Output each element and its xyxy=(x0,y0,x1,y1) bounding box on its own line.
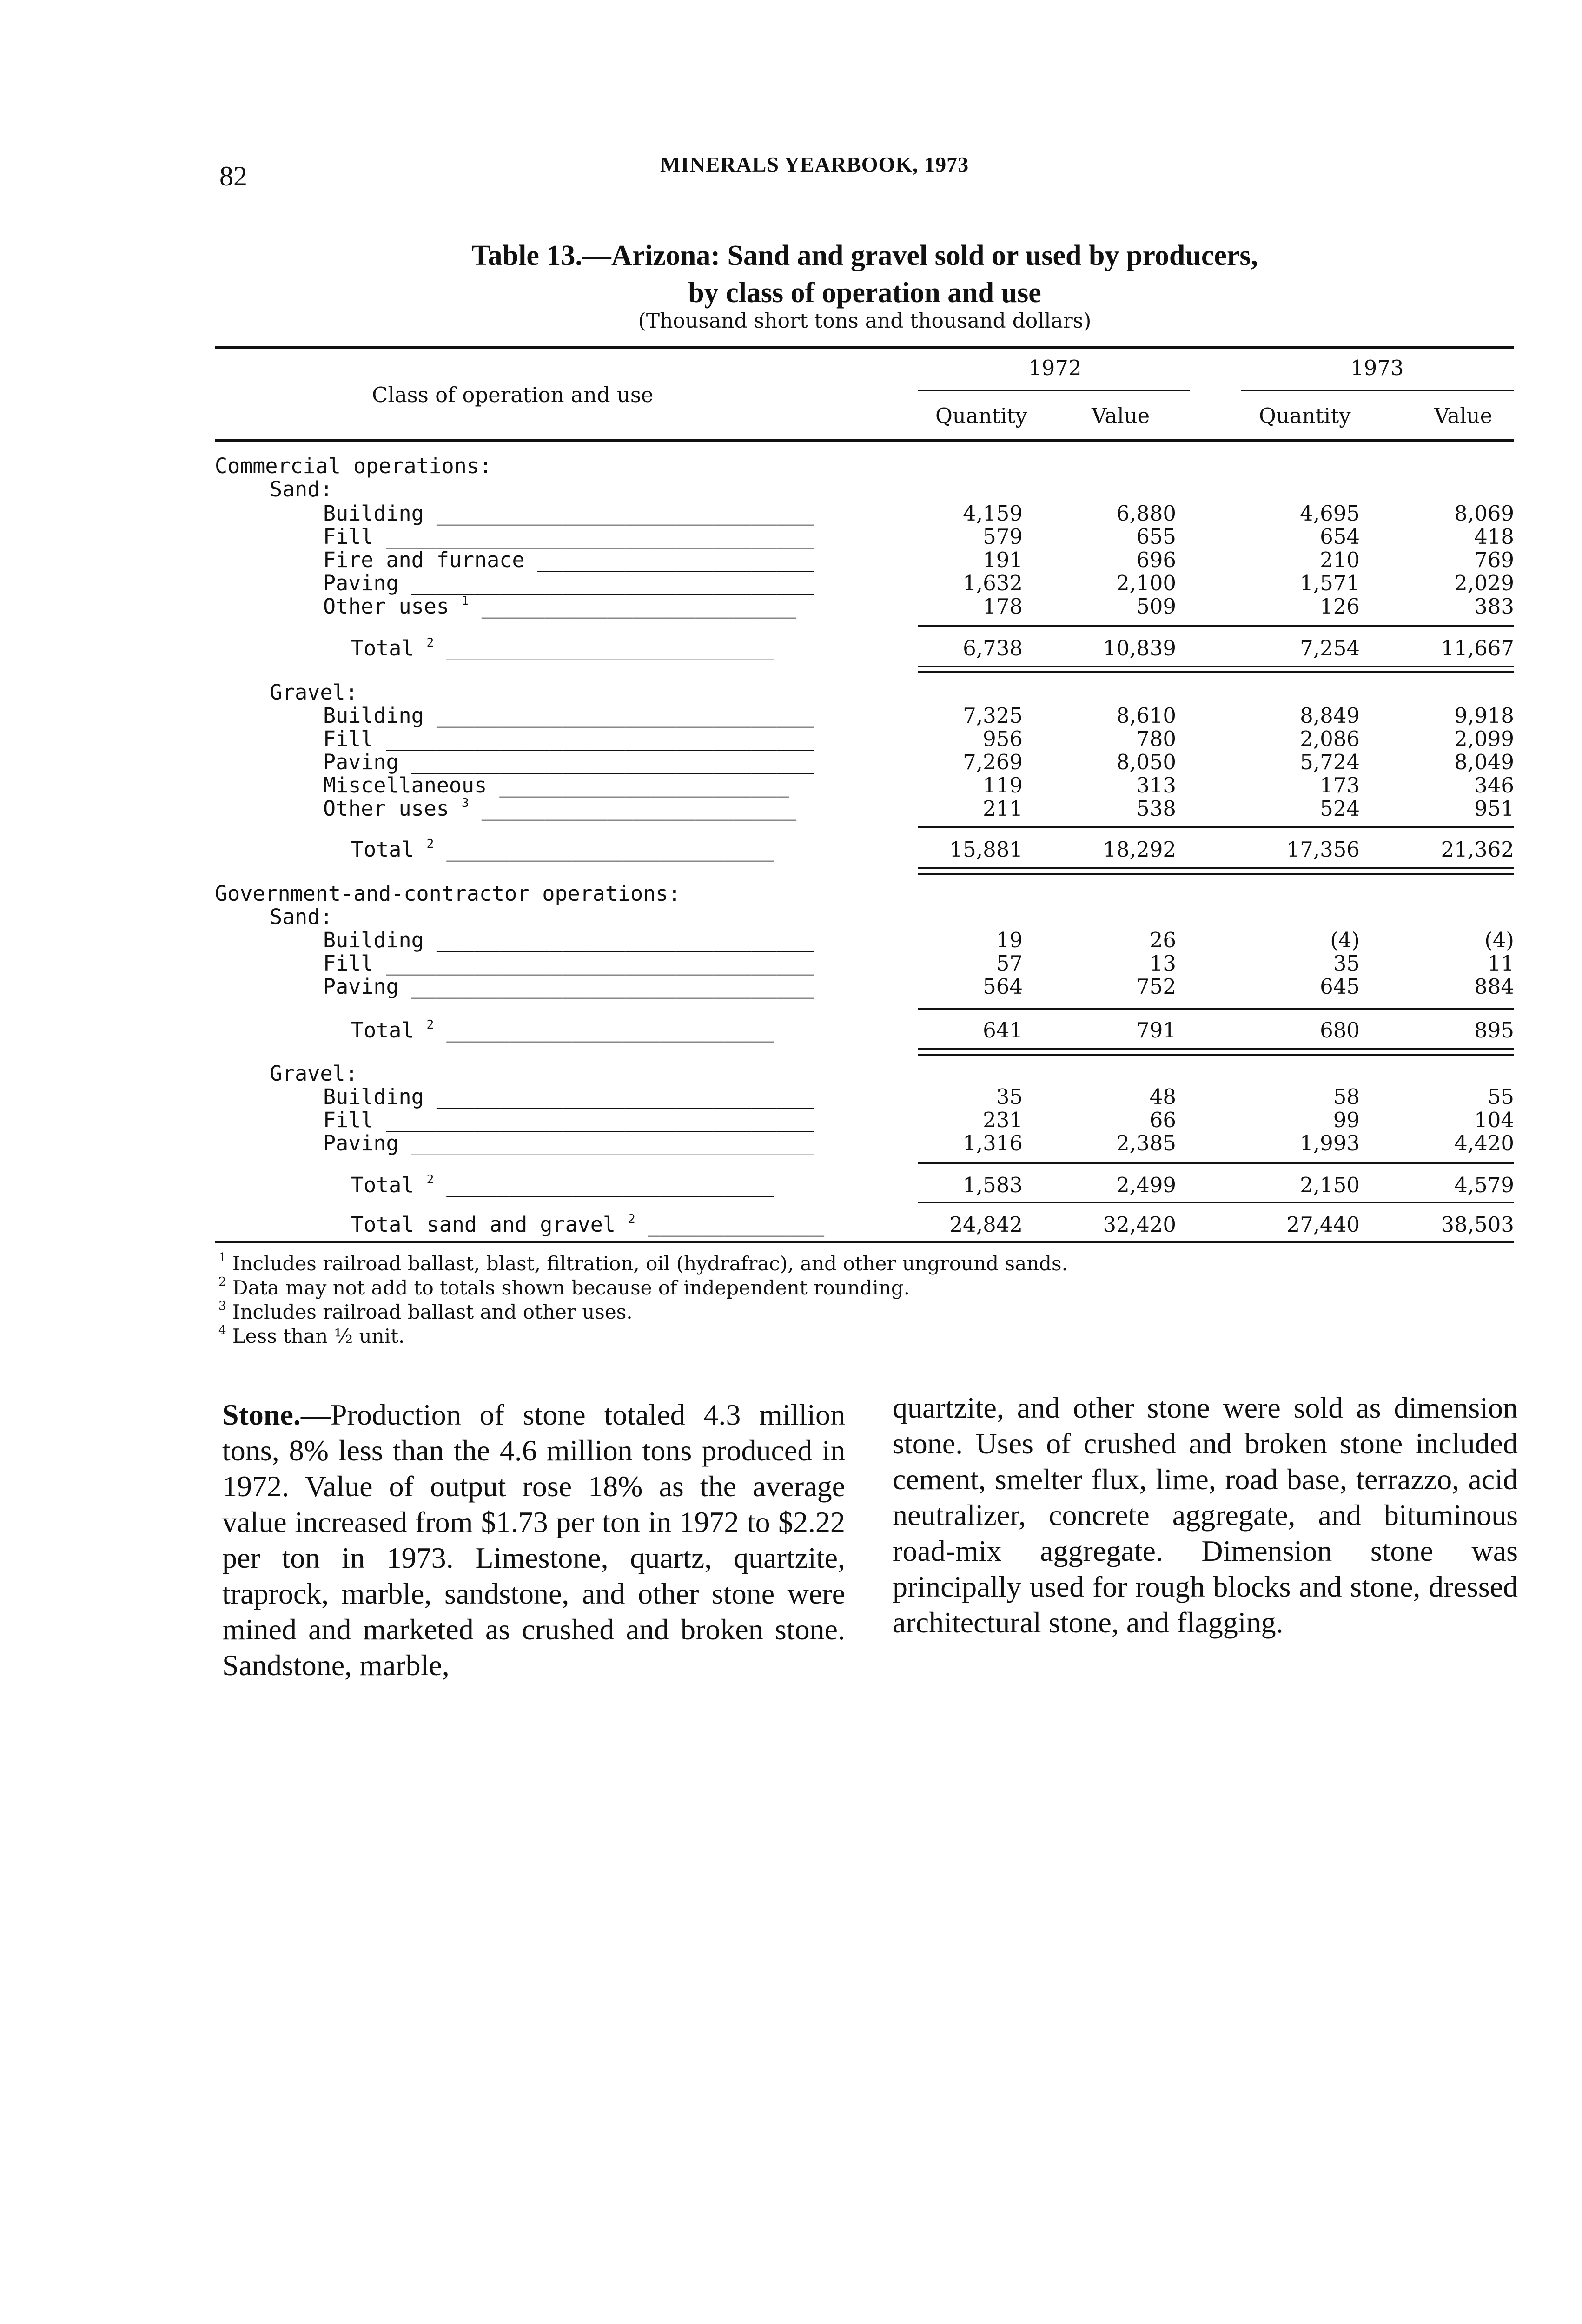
cell-g-sand-building-0: 19 xyxy=(996,928,1023,952)
cell-c-gravel-misc-0: 119 xyxy=(983,773,1023,798)
cell-c-sand-fire-3: 769 xyxy=(1474,548,1514,572)
table-subtitle: (Thousand short tons and thousand dollars) xyxy=(638,309,1092,333)
cell-g-sand-paving-1: 752 xyxy=(1136,974,1176,999)
cell-c-sand-fill-3: 418 xyxy=(1474,524,1514,549)
cell-g-gravel-total-3: 4,579 xyxy=(1454,1173,1514,1197)
cell-c-sand-building-3: 8,069 xyxy=(1454,501,1514,526)
cell-c-sand-paving-0: 1,632 xyxy=(963,571,1023,595)
cell-g-gravel-building-1: 48 xyxy=(1149,1084,1176,1109)
col-header-value-1972: Value xyxy=(1092,403,1150,428)
cell-g-sand-total-3: 895 xyxy=(1474,1018,1514,1043)
year-rule-1972 xyxy=(918,390,1190,391)
cell-c-gravel-other-0: 211 xyxy=(983,796,1023,821)
row-label-c-gravel-misc: Miscellaneous _______________________ xyxy=(323,773,789,798)
cell-g-sand-paving-0: 564 xyxy=(983,974,1023,999)
section-commercial: Commercial operations: xyxy=(215,454,492,478)
cell-c-sand-building-2: 4,695 xyxy=(1300,501,1360,526)
row-label-g-sand-paving: Paving ________________________________ xyxy=(323,974,814,999)
cell-c-sand-total-1: 10,839 xyxy=(1103,636,1176,660)
page-number: 82 xyxy=(219,161,247,191)
row-label-c-gravel-building: Building ______________________________ xyxy=(323,703,814,728)
cell-g-sand-paving-3: 884 xyxy=(1474,974,1514,999)
row-label-g-gravel-total: Total $^2$ __________________________ xyxy=(351,1173,774,1197)
cell-g-gravel-total-1: 2,499 xyxy=(1116,1173,1176,1197)
rule-g-sand-total-bottom-2 xyxy=(918,1054,1514,1056)
table-title-line2: by class of operation and use xyxy=(688,277,1041,309)
cell-c-sand-fire-0: 191 xyxy=(983,548,1023,572)
cell-c-gravel-misc-2: 173 xyxy=(1320,773,1360,798)
cell-g-gravel-fill-1: 66 xyxy=(1149,1108,1176,1132)
row-label-c-sand-fire: Fire and furnace ______________________ xyxy=(323,548,814,572)
row-label-g-gravel-paving: Paving ________________________________ xyxy=(323,1131,814,1155)
cell-c-gravel-building-2: 8,849 xyxy=(1300,703,1360,728)
section-commercial-gravel: Gravel: xyxy=(270,680,358,705)
footnote-1: $^1$ Includes railroad ballast, blast, filtration, oil (hydrafrac), and other unground sands. xyxy=(218,1251,1068,1275)
cell-c-gravel-paving-2: 5,724 xyxy=(1300,750,1360,774)
year-rule-1973 xyxy=(1241,390,1514,391)
cell-c-gravel-fill-3: 2,099 xyxy=(1454,726,1514,751)
row-label-g-sand-fill: Fill __________________________________ xyxy=(323,951,814,976)
cell-c-sand-fill-0: 579 xyxy=(983,524,1023,549)
footnote-2: $^2$ Data may not add to totals shown because of independent rounding. xyxy=(218,1275,910,1299)
row-label-c-sand-total: Total $^2$ __________________________ xyxy=(351,636,774,660)
running-head: MINERALS YEARBOOK, 1973 xyxy=(660,152,969,176)
cell-g-sand-fill-1: 13 xyxy=(1149,951,1176,976)
rule-g-sand-total-bottom-1 xyxy=(918,1048,1514,1050)
rule-c-gravel-total-bottom-2 xyxy=(918,873,1514,875)
cell-c-gravel-total-0: 15,881 xyxy=(949,837,1023,862)
cell-g-gravel-fill-2: 99 xyxy=(1333,1108,1360,1132)
cell-c-gravel-building-3: 9,918 xyxy=(1454,703,1514,728)
cell-c-sand-other-0: 178 xyxy=(983,594,1023,619)
cell-c-gravel-fill-2: 2,086 xyxy=(1300,726,1360,751)
cell-g-gravel-paving-1: 2,385 xyxy=(1116,1131,1176,1155)
row-label-c-gravel-paving: Paving ________________________________ xyxy=(323,750,814,774)
cell-c-gravel-misc-3: 346 xyxy=(1474,773,1514,798)
cell-c-gravel-paving-3: 8,049 xyxy=(1454,750,1514,774)
cell-c-sand-total-0: 6,738 xyxy=(963,636,1023,660)
body-left-column xyxy=(222,1397,845,1683)
cell-g-sand-building-1: 26 xyxy=(1149,928,1176,952)
cell-g-sand-fill-0: 57 xyxy=(996,951,1023,976)
cell-c-sand-other-1: 509 xyxy=(1136,594,1176,619)
table-title: Table 13.—Arizona: Sand and gravel sold or used by producers, xyxy=(471,240,1258,271)
row-label-c-sand-building: Building ______________________________ xyxy=(323,501,814,526)
cell-g-sand-building-3: (4) xyxy=(1484,928,1514,952)
cell-g-sand-total-0: 641 xyxy=(983,1018,1023,1043)
cell-g-gravel-total-0: 1,583 xyxy=(963,1173,1023,1197)
cell-grand-total-1: 32,420 xyxy=(1103,1212,1176,1237)
cell-c-gravel-total-3: 21,362 xyxy=(1441,837,1514,862)
row-label-g-sand-total: Total $^2$ __________________________ xyxy=(351,1018,774,1043)
cell-g-sand-fill-2: 35 xyxy=(1333,951,1360,976)
cell-g-gravel-total-2: 2,150 xyxy=(1300,1173,1360,1197)
section-government-gravel: Gravel: xyxy=(270,1061,358,1086)
cell-c-sand-building-1: 6,880 xyxy=(1116,501,1176,526)
rule-c-sand-total-bottom-2 xyxy=(918,671,1514,673)
row-label-g-gravel-building: Building ______________________________ xyxy=(323,1084,814,1109)
cell-g-gravel-paving-2: 1,993 xyxy=(1300,1131,1360,1155)
cell-c-gravel-building-0: 7,325 xyxy=(963,703,1023,728)
table-bottom-rule xyxy=(215,1241,1514,1243)
row-label-c-gravel-fill: Fill __________________________________ xyxy=(323,726,814,751)
cell-g-sand-total-1: 791 xyxy=(1136,1018,1176,1043)
cell-g-sand-total-2: 680 xyxy=(1320,1018,1360,1043)
cell-c-gravel-other-3: 951 xyxy=(1474,796,1514,821)
row-label-c-sand-fill: Fill __________________________________ xyxy=(323,524,814,549)
cell-c-gravel-other-1: 538 xyxy=(1136,796,1176,821)
section-government-sand: Sand: xyxy=(270,905,333,929)
cell-c-gravel-total-1: 18,292 xyxy=(1103,837,1176,862)
cell-c-sand-paving-3: 2,029 xyxy=(1454,571,1514,595)
body-right-column: quartzite, and other stone were sold as dimension stone. Uses of crushed and broken stone included cement, smelter flux, lime, road base, terrazzo, acid neutralizer, concrete aggregate, and bituminous road-mix aggregate. Dimension stone was principally used for rough blocks and stone, dressed architectural stone, and flagging. xyxy=(893,1391,1518,1639)
year-header-1973: 1973 xyxy=(1350,356,1404,380)
col-header-value-1973: Value xyxy=(1434,403,1493,428)
rule-g-sand-total-top xyxy=(918,1008,1514,1010)
cell-g-gravel-building-2: 58 xyxy=(1333,1084,1360,1109)
rule-c-gravel-total-top xyxy=(918,826,1514,828)
stone-heading: Stone. xyxy=(222,1398,301,1431)
section-commercial-sand: Sand: xyxy=(270,477,333,502)
rule-c-gravel-total-bottom-1 xyxy=(918,867,1514,869)
cell-c-gravel-fill-0: 956 xyxy=(983,726,1023,751)
cell-c-sand-building-0: 4,159 xyxy=(963,501,1023,526)
footnote-3: $^3$ Includes railroad ballast and other uses. xyxy=(218,1299,633,1323)
col-header-quantity-1973: Quantity xyxy=(1259,403,1351,428)
cell-grand-total-2: 27,440 xyxy=(1286,1212,1360,1237)
cell-g-sand-building-2: (4) xyxy=(1330,928,1360,952)
cell-grand-total-3: 38,503 xyxy=(1441,1212,1514,1237)
cell-g-gravel-building-3: 55 xyxy=(1487,1084,1514,1109)
cell-c-gravel-other-2: 524 xyxy=(1320,796,1360,821)
cell-c-sand-other-3: 383 xyxy=(1474,594,1514,619)
cell-c-gravel-building-1: 8,610 xyxy=(1116,703,1176,728)
col-header-quantity-1972: Quantity xyxy=(935,403,1027,428)
cell-grand-total-0: 24,842 xyxy=(949,1212,1023,1237)
cell-c-sand-fill-1: 655 xyxy=(1136,524,1176,549)
cell-c-sand-fire-2: 210 xyxy=(1320,548,1360,572)
rule-g-gravel-total-top xyxy=(918,1162,1514,1164)
cell-c-sand-other-2: 126 xyxy=(1320,594,1360,619)
cell-c-sand-fire-1: 696 xyxy=(1136,548,1176,572)
cell-g-sand-paving-2: 645 xyxy=(1320,974,1360,999)
header-bottom-rule xyxy=(215,439,1514,442)
footnote-4: $^4$ Less than ½ unit. xyxy=(218,1323,405,1347)
cell-c-gravel-paving-1: 8,050 xyxy=(1116,750,1176,774)
row-label-c-sand-paving: Paving ________________________________ xyxy=(323,571,814,595)
cell-g-gravel-building-0: 35 xyxy=(996,1084,1023,1109)
cell-g-sand-fill-3: 11 xyxy=(1487,951,1514,976)
cell-c-gravel-total-2: 17,356 xyxy=(1286,837,1360,862)
cell-c-gravel-fill-1: 780 xyxy=(1136,726,1176,751)
cell-c-gravel-paving-0: 7,269 xyxy=(963,750,1023,774)
stub-header: Class of operation and use xyxy=(372,383,654,407)
row-label-c-gravel-total: Total $^2$ __________________________ xyxy=(351,837,774,862)
cell-c-sand-paving-2: 1,571 xyxy=(1300,571,1360,595)
row-label-c-sand-other: Other uses $^1$ _________________________ xyxy=(323,594,797,619)
cell-c-sand-total-3: 11,667 xyxy=(1441,636,1514,660)
rule-g-gravel-total-bottom xyxy=(918,1202,1514,1203)
cell-c-gravel-misc-1: 313 xyxy=(1136,773,1176,798)
cell-c-sand-paving-1: 2,100 xyxy=(1116,571,1176,595)
rule-c-sand-total-top xyxy=(918,625,1514,627)
row-label-g-gravel-fill: Fill __________________________________ xyxy=(323,1108,814,1132)
cell-g-gravel-fill-3: 104 xyxy=(1474,1108,1514,1132)
row-label-grand-total: Total sand and gravel $^2$ ______________ xyxy=(351,1212,825,1237)
row-label-c-gravel-other: Other uses $^3$ _________________________ xyxy=(323,796,797,821)
cell-c-sand-total-2: 7,254 xyxy=(1300,636,1360,660)
rule-c-sand-total-bottom-1 xyxy=(918,666,1514,667)
table-top-rule xyxy=(215,346,1514,349)
year-header-1972: 1972 xyxy=(1028,356,1082,380)
cell-c-sand-fill-2: 654 xyxy=(1320,524,1360,549)
cell-g-gravel-paving-0: 1,316 xyxy=(963,1131,1023,1155)
row-label-g-sand-building: Building ______________________________ xyxy=(323,928,814,952)
section-government: Government-and-contractor operations: xyxy=(215,881,681,906)
cell-g-gravel-fill-0: 231 xyxy=(983,1108,1023,1132)
left-column-text: —Production of stone totaled 4.3 million tons, 8% less than the 4.6 million tons produced in 1972. Value of output rose 18% as the average value increased from $1.73 per ton in 1972 to $2.22 per ton in 1973. Limestone, quartz, quartzite, traprock, marble, sandstone, and other stone were mined and marketed as crushed and broken stone. Sandstone, marble, xyxy=(222,1398,845,1682)
cell-g-gravel-paving-3: 4,420 xyxy=(1454,1131,1514,1155)
